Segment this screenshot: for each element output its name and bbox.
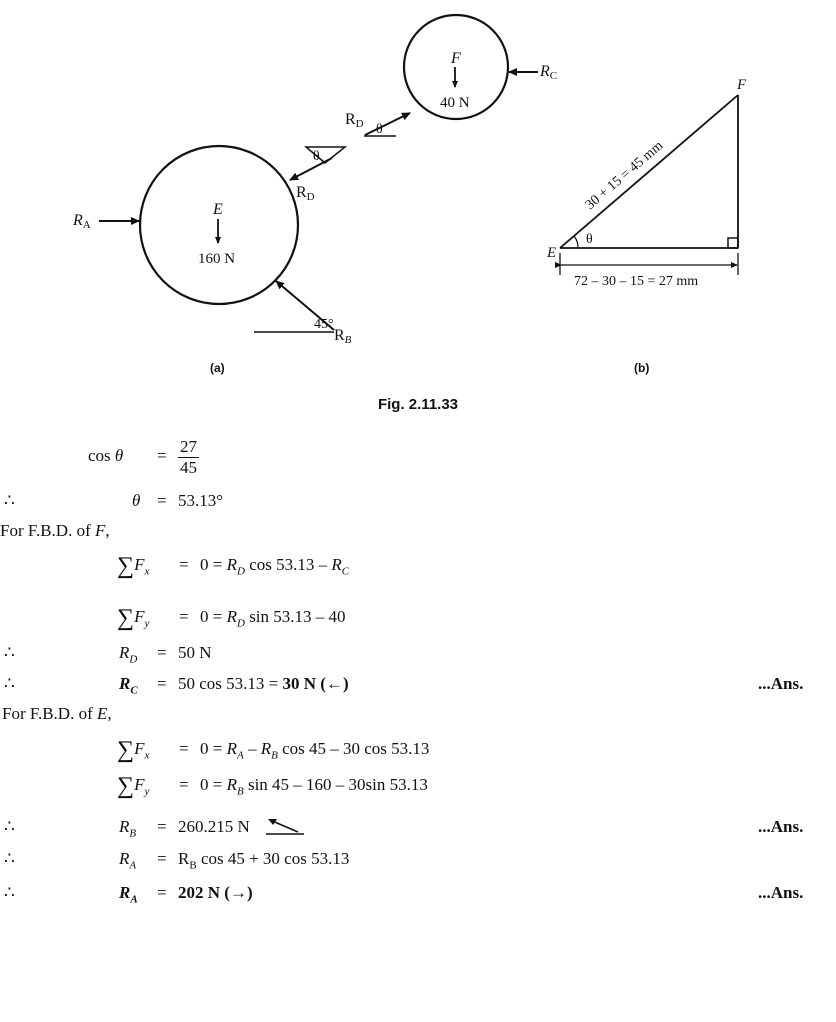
- vertex-E-label: E: [547, 245, 557, 261]
- force-RC-label: RC: [540, 63, 558, 82]
- triangle-hypotenuse: [560, 95, 738, 248]
- vertex-F-label: F: [737, 77, 747, 93]
- disc-E: [140, 146, 298, 304]
- force-RD-on-E-arrow: [290, 158, 332, 180]
- figure-2-11-33: [0, 0, 836, 395]
- force-RB-label: RB: [334, 327, 352, 346]
- theta-b: θ: [586, 232, 593, 247]
- hypotenuse-label: 30 + 15 = 45 mm: [582, 138, 667, 214]
- fraction-27-45: $\frac{27}{45}$: [180, 436, 197, 477]
- force-RA-label: RA: [73, 212, 91, 231]
- disc-E-point-label: E: [213, 201, 223, 218]
- theta-arc-b: [574, 236, 578, 248]
- theta-top: θ: [376, 122, 383, 137]
- part-a-label: (a): [210, 361, 225, 375]
- heading-fbd-E: For F.B.D. of E,: [2, 704, 112, 723]
- base-dimension-label: 72 – 30 – 15 = 27 mm: [574, 274, 699, 289]
- heading-fbd-F: For F.B.D. of F,: [0, 521, 110, 540]
- rb-direction-arrow-icon: [262, 816, 306, 836]
- part-b-label: (b): [634, 361, 650, 375]
- figure-caption: Fig. 2.11.33: [377, 396, 459, 413]
- force-RD-on-E-label: RD: [296, 184, 315, 203]
- force-RD-on-F-arrow: [365, 113, 410, 135]
- theta-mid: θ: [313, 149, 320, 164]
- answer-marker: ...Ans.: [758, 674, 804, 693]
- disc-E-weight-label: 160 N: [198, 251, 236, 267]
- right-angle-mark: [728, 238, 738, 248]
- force-RD-on-F-label: RD: [345, 111, 364, 130]
- disc-F-point-label: F: [451, 50, 461, 67]
- angle-45: 45°: [314, 317, 334, 332]
- cos-theta-lhs: cos θ: [88, 446, 124, 465]
- disc-F-weight-label: 40 N: [440, 95, 470, 111]
